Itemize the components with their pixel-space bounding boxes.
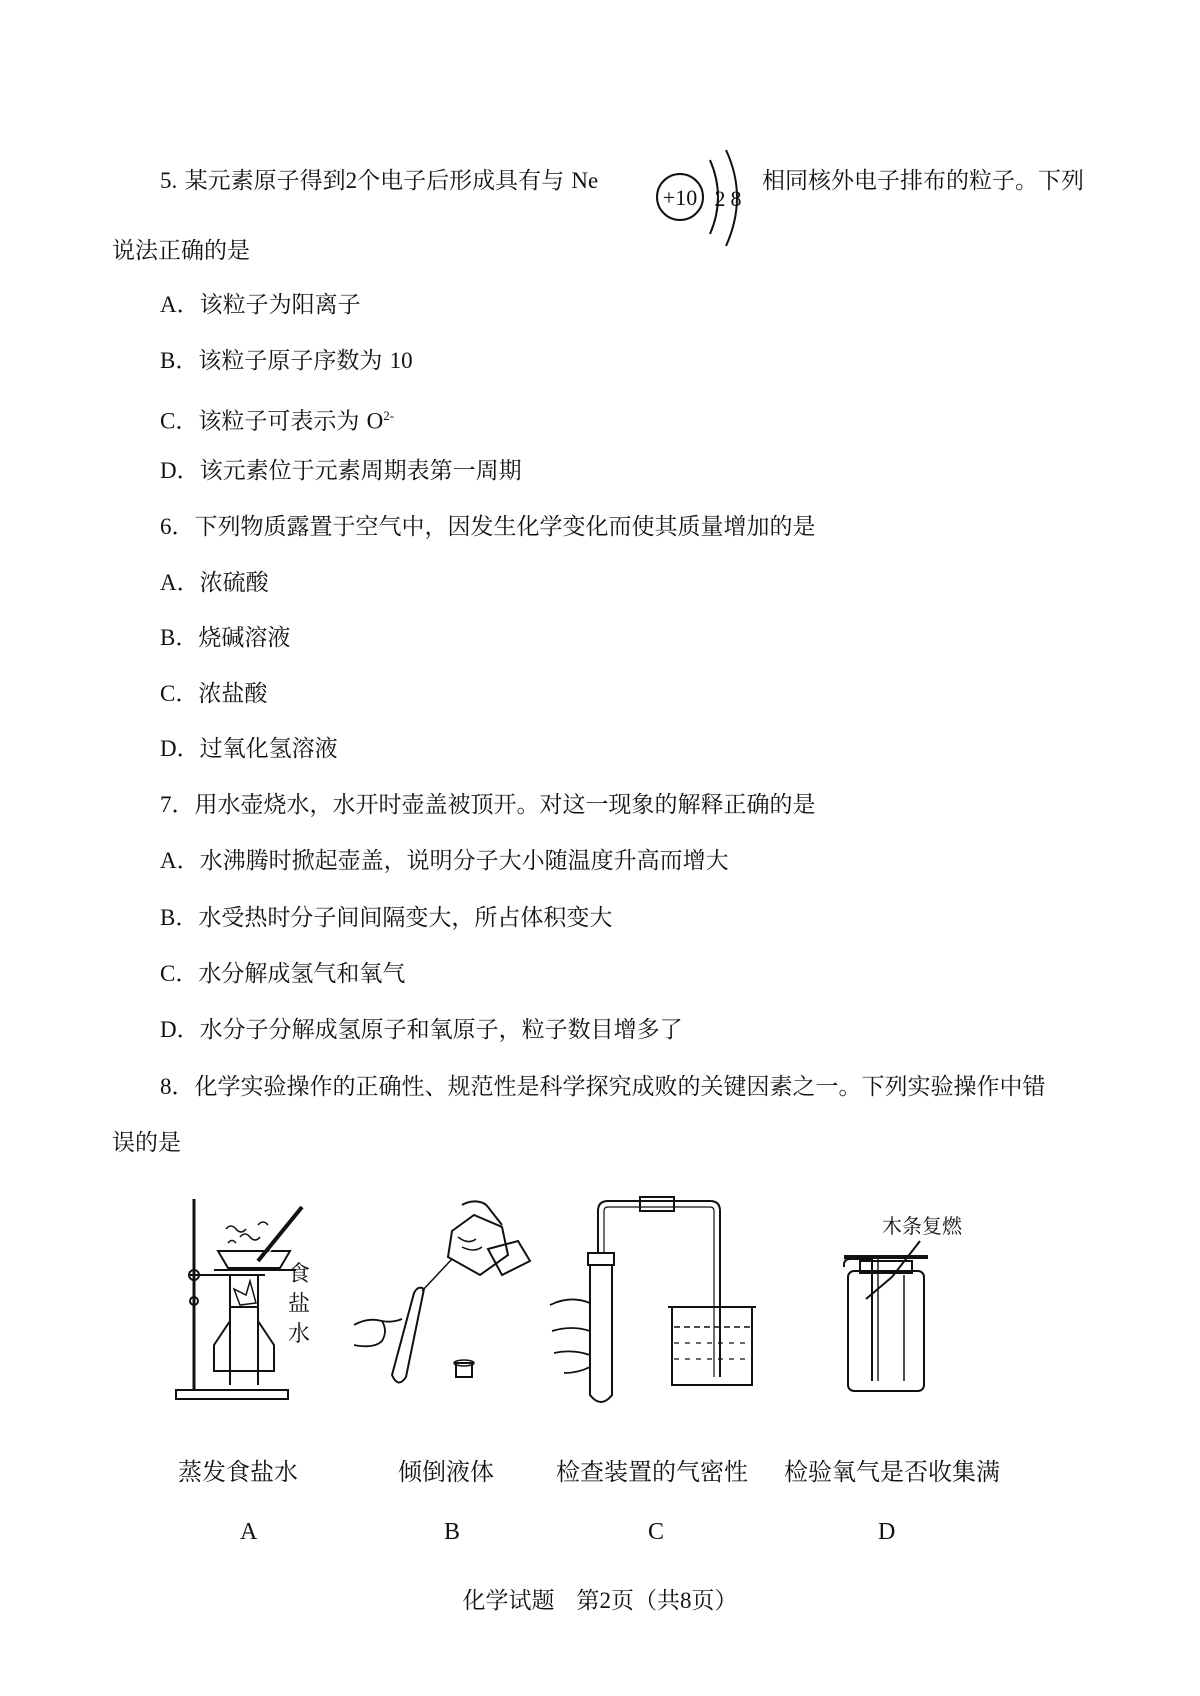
figure-b-pouring-liquid — [352, 1195, 537, 1405]
q5-option-b-letter: B — [160, 348, 176, 373]
figure-letter-d: D — [878, 1519, 896, 1545]
q6-option-b-letter: B — [160, 625, 176, 650]
footer-page-label: 第 — [576, 1588, 600, 1614]
q5-line1 — [160, 166, 598, 196]
q8-number: 8 — [160, 1074, 172, 1099]
q8-continuation: 误的是 — [112, 1130, 181, 1156]
q6-option-d — [160, 734, 338, 764]
figure-letter-b: B — [444, 1519, 461, 1545]
q7-number: 7 — [160, 792, 172, 817]
figure-letter-a: A — [240, 1519, 258, 1545]
caption-d: 检验氧气是否收集满 — [784, 1458, 1000, 1486]
q8-stem — [160, 1072, 1046, 1102]
footer-total-pages: 8 — [679, 1588, 692, 1613]
label-stick-reignites: 木条复燃 — [882, 1214, 962, 1238]
q7-option-c-letter: C — [160, 961, 176, 986]
q5-ne: Ne — [571, 168, 599, 193]
footer-page-unit: 页（共 — [610, 1588, 680, 1614]
q5-option-b — [160, 346, 413, 376]
ne-atom-structure-diagram — [648, 154, 758, 254]
q5-text-b: 个电子后形成具有与 — [357, 168, 565, 194]
q5-option-b-number: 10 — [389, 348, 413, 373]
q5-num2: 2 — [345, 168, 358, 193]
q5-number: 5. — [160, 168, 178, 193]
q6-number: 6 — [160, 514, 172, 539]
q6-option-c-letter: C — [160, 681, 176, 706]
q6-option-a-letter: A — [160, 570, 177, 595]
q5-option-d — [160, 456, 522, 486]
q7-option-d-letter: D — [160, 1017, 177, 1042]
q6-option-d-text: ．过氧化氢溶液 — [176, 736, 338, 762]
q6-stem — [160, 512, 816, 542]
footer-subject: 化学试题 — [462, 1588, 555, 1614]
q7-option-a-letter: A — [160, 848, 177, 873]
q7-option-d — [160, 1015, 683, 1045]
q5-option-d-letter: D — [160, 458, 177, 483]
q7-option-b-letter: B — [160, 905, 176, 930]
q6-text: ．下列物质露置于空气中，因发生化学变化而使其质量增加的是 — [171, 514, 816, 540]
q5-option-c — [160, 401, 394, 437]
q5-text-a: 某元素原子得到 — [184, 168, 346, 194]
caption-c: 检查装置的气密性 — [556, 1458, 748, 1486]
nucleus-charge: +10 — [662, 185, 698, 210]
oxide-ion-charge: 2- — [383, 408, 395, 423]
q6-option-c — [160, 679, 267, 709]
q7-option-b — [160, 903, 612, 933]
q7-option-c-text: ．水分解成氢气和氧气 — [175, 961, 406, 987]
q5-text-c: 相同核外电子排布的粒子。下列 — [762, 168, 1084, 194]
q6-option-b — [160, 623, 290, 653]
q8-text: ．化学实验操作的正确性、规范性是科学探究成败的关键因素之一。下列实验操作中错 — [171, 1074, 1046, 1100]
q7-option-d-text: ．水分子分解成氢原子和氧原子，粒子数目增多了 — [176, 1017, 683, 1043]
shell1-count: 2 — [714, 186, 726, 211]
q6-option-a — [160, 568, 269, 598]
q5-option-c-text: ．该粒子可表示为 — [175, 408, 360, 435]
q7-option-c — [160, 959, 405, 989]
page-footer — [0, 1582, 1200, 1615]
q5-option-c-letter: C — [160, 408, 176, 434]
figure-d-oxygen-collection-test — [820, 1195, 1000, 1410]
q7-option-a-text: ．水沸腾时掀起壶盖，说明分子大小随温度升高而增大 — [176, 848, 729, 874]
q6-option-a-text: ．浓硫酸 — [176, 570, 269, 596]
footer-page-number: 2 — [599, 1588, 611, 1613]
caption-b: 倾倒液体 — [398, 1458, 494, 1486]
oxide-ion-symbol: O — [366, 408, 384, 434]
q7-option-a — [160, 846, 729, 876]
q6-option-d-letter: D — [160, 736, 177, 761]
q7-text: ．用水壶烧水，水开时壶盖被顶开。对这一现象的解释正确的是 — [171, 792, 816, 818]
q6-option-c-text: ．浓盐酸 — [175, 681, 268, 707]
figure-letter-c: C — [648, 1519, 665, 1545]
q5-option-b-text: ．该粒子原子序数为 — [175, 348, 383, 374]
shell2-count: 8 — [730, 186, 742, 211]
caption-a: 蒸发食盐水 — [178, 1458, 298, 1486]
q5-option-a — [160, 290, 361, 320]
q5-option-a-text: ．该粒子为阳离子 — [176, 292, 361, 318]
q6-option-b-text: ．烧碱溶液 — [175, 625, 291, 651]
q7-option-b-text: ．水受热时分子间间隔变大，所占体积变大 — [175, 905, 613, 931]
figure-a-evaporation-apparatus — [170, 1195, 340, 1405]
q5-option-d-text: ．该元素位于元素周期表第一周期 — [176, 458, 522, 484]
figure-c-airtightness-check — [540, 1195, 760, 1410]
q7-stem — [160, 790, 816, 820]
footer-end: 页） — [691, 1588, 738, 1614]
label-salt-water: 食盐水 — [288, 1262, 311, 1347]
q5-continuation: 说法正确的是 — [112, 238, 250, 264]
q5-option-a-letter: A — [160, 292, 177, 317]
